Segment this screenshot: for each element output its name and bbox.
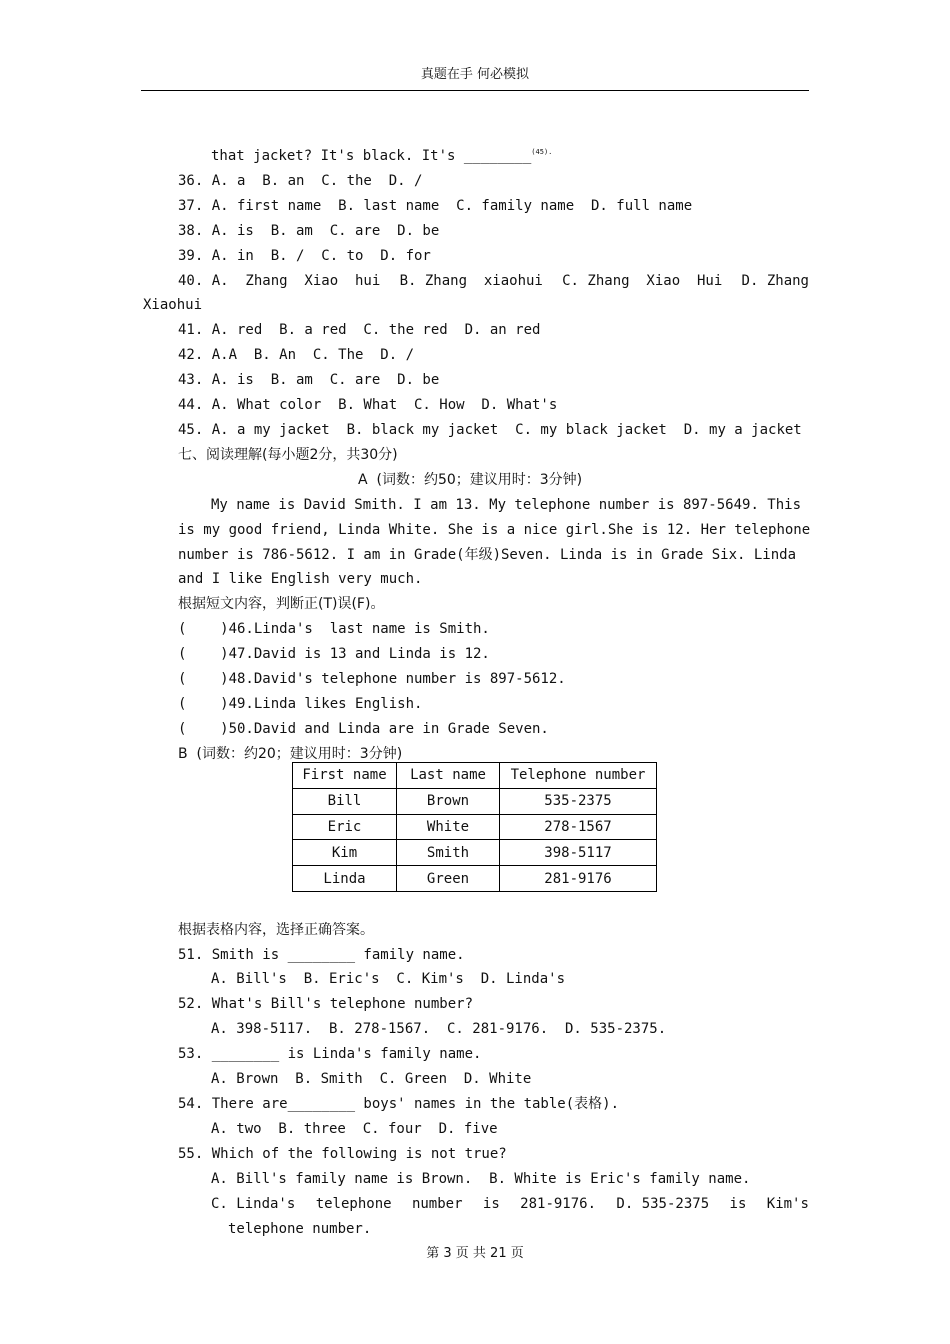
question-54: 54. There are________ boys' names in the table(表格). — [178, 1096, 620, 1112]
passage-b-instruction: 根据表格内容，选择正确答案。 — [178, 921, 374, 938]
question-37: 37. A. first name B. last name C. family name D. full name — [178, 197, 693, 214]
passage-a-instruction: 根据短文内容，判断正(T)误(F)。 — [178, 596, 385, 613]
question-51: 51. Smith is ________ family name. — [178, 946, 465, 963]
question-53-options: A. Brown B. Smith C. Green D. White — [211, 1071, 532, 1088]
question-39: 39. A. in B. / C. to D. for — [178, 247, 431, 264]
table-header-row — [293, 763, 657, 789]
question-40-option-b: B. Zhang xiaohui — [399, 272, 543, 289]
question-55-word: C. Linda's — [211, 1195, 296, 1212]
question-36: 36. A. a B. an C. the D. / — [178, 172, 423, 189]
telephone-table — [292, 762, 657, 892]
cloze-tail-line — [143, 140, 809, 169]
tf-item-48: ( )48.David's telephone number is 897-5612. — [178, 671, 566, 688]
question-40 — [143, 269, 809, 294]
question-40-option-d: D. Zhang — [741, 272, 809, 289]
question-38: 38. A. is B. am C. are D. be — [178, 222, 440, 239]
header-title: 真题在手 何必模拟 — [420, 67, 530, 82]
passage-b-heading: B (词数：约20；建议用时：3分钟) — [178, 745, 403, 762]
question-55-word: 281-9176. — [520, 1195, 597, 1212]
table-cell: Eric — [293, 814, 397, 840]
tf-item-46: ( )46.Linda's last name is Smith. — [178, 621, 490, 638]
passage-a-line-2: is my good friend, Linda White. She is a nice girl.She is 12. Her telephone — [178, 521, 811, 538]
table-cell: Linda — [293, 866, 397, 892]
page-number: 第 3 页 共 21 页 — [426, 1246, 524, 1261]
tf-item-49: ( )49.Linda likes English. — [178, 695, 423, 712]
name-table — [292, 762, 657, 892]
table-cell: Brown — [397, 788, 500, 814]
passage-a-line-3: number is 786-5612. I am in Grade(年级)Seven. Linda is in Grade Six. Linda — [178, 546, 797, 563]
page-header — [141, 62, 809, 91]
question-55-word: is — [482, 1195, 500, 1212]
table-cell: Kim — [293, 840, 397, 866]
table-cell: Smith — [397, 840, 500, 866]
tf-item-47: ( )47.David is 13 and Linda is 12. — [178, 646, 490, 663]
question-55-word: telephone — [315, 1195, 392, 1212]
table-cell: Green — [397, 866, 500, 892]
question-55-word: number — [411, 1195, 463, 1212]
table-cell: 278-1567 — [500, 814, 657, 840]
question-42: 42. A.A B. An C. The D. / — [178, 347, 415, 364]
question-55-options-line-3: telephone number. — [228, 1220, 372, 1237]
question-45: 45. A. a my jacket B. black my jacket C. my black jacket D. my a jacket — [178, 421, 802, 438]
question-55-options-line-2 — [143, 1192, 809, 1217]
question-43: 43. A. is B. am C. are D. be — [178, 372, 440, 389]
question-55-word: D. 535-2375 — [616, 1195, 710, 1212]
passage-a-heading: A (词数：约50；建议用时：3分钟) — [358, 471, 583, 488]
question-55-options-line-1: A. Bill's family name is Brown. B. White is Eric's family name. — [211, 1170, 751, 1187]
table-cell: 281-9176 — [500, 866, 657, 892]
question-44: 44. A. What color B. What C. How D. What's — [178, 397, 558, 414]
table-cell: White — [397, 814, 500, 840]
cloze-tail-text: that jacket? It's black. It's ________ — [211, 148, 532, 164]
question-55-word: is — [729, 1195, 747, 1212]
question-41: 41. A. red B. a red C. the red D. an red — [178, 322, 541, 339]
table-row — [293, 840, 657, 866]
question-40-option-c: C. Zhang Xiao Hui — [562, 272, 723, 289]
table-row — [293, 814, 657, 840]
blank-number-mark: (45). — [531, 148, 553, 156]
table-row — [293, 866, 657, 892]
tf-item-50: ( )50.David and Linda are in Grade Seven. — [178, 720, 549, 737]
question-55: 55. Which of the following is not true? — [178, 1145, 507, 1162]
table-row — [293, 788, 657, 814]
question-51-options: A. Bill's B. Eric's C. Kim's D. Linda's — [211, 971, 566, 988]
passage-a-line-1: My name is David Smith. I am 13. My telephone number is 897-5649. This — [211, 496, 802, 513]
table-cell: Bill — [293, 788, 397, 814]
table-header-cell: Last name — [397, 763, 500, 789]
question-52: 52. What's Bill's telephone number? — [178, 996, 474, 1013]
question-53: 53. ________ is Linda's family name. — [178, 1046, 482, 1063]
question-54-options: A. two B. three C. four D. five — [211, 1120, 498, 1137]
table-header-cell: Telephone number — [500, 763, 657, 789]
question-55-word: Kim's — [766, 1195, 809, 1212]
table-cell: 535-2375 — [500, 788, 657, 814]
question-40-option-a: 40. A. Zhang Xiao hui — [178, 272, 381, 289]
question-52-options: A. 398-5117. B. 278-1567. C. 281-9176. D. 535-2375. — [211, 1021, 667, 1038]
table-header-cell: First name — [293, 763, 397, 789]
table-cell: 398-5117 — [500, 840, 657, 866]
passage-a-line-4: and I like English very much. — [178, 571, 423, 588]
section-7-title: 七、阅读理解(每小题2分，共30分) — [178, 446, 398, 463]
question-40-wrap: Xiaohui — [143, 297, 203, 314]
page-footer — [0, 1242, 950, 1261]
document-body — [143, 140, 809, 1241]
